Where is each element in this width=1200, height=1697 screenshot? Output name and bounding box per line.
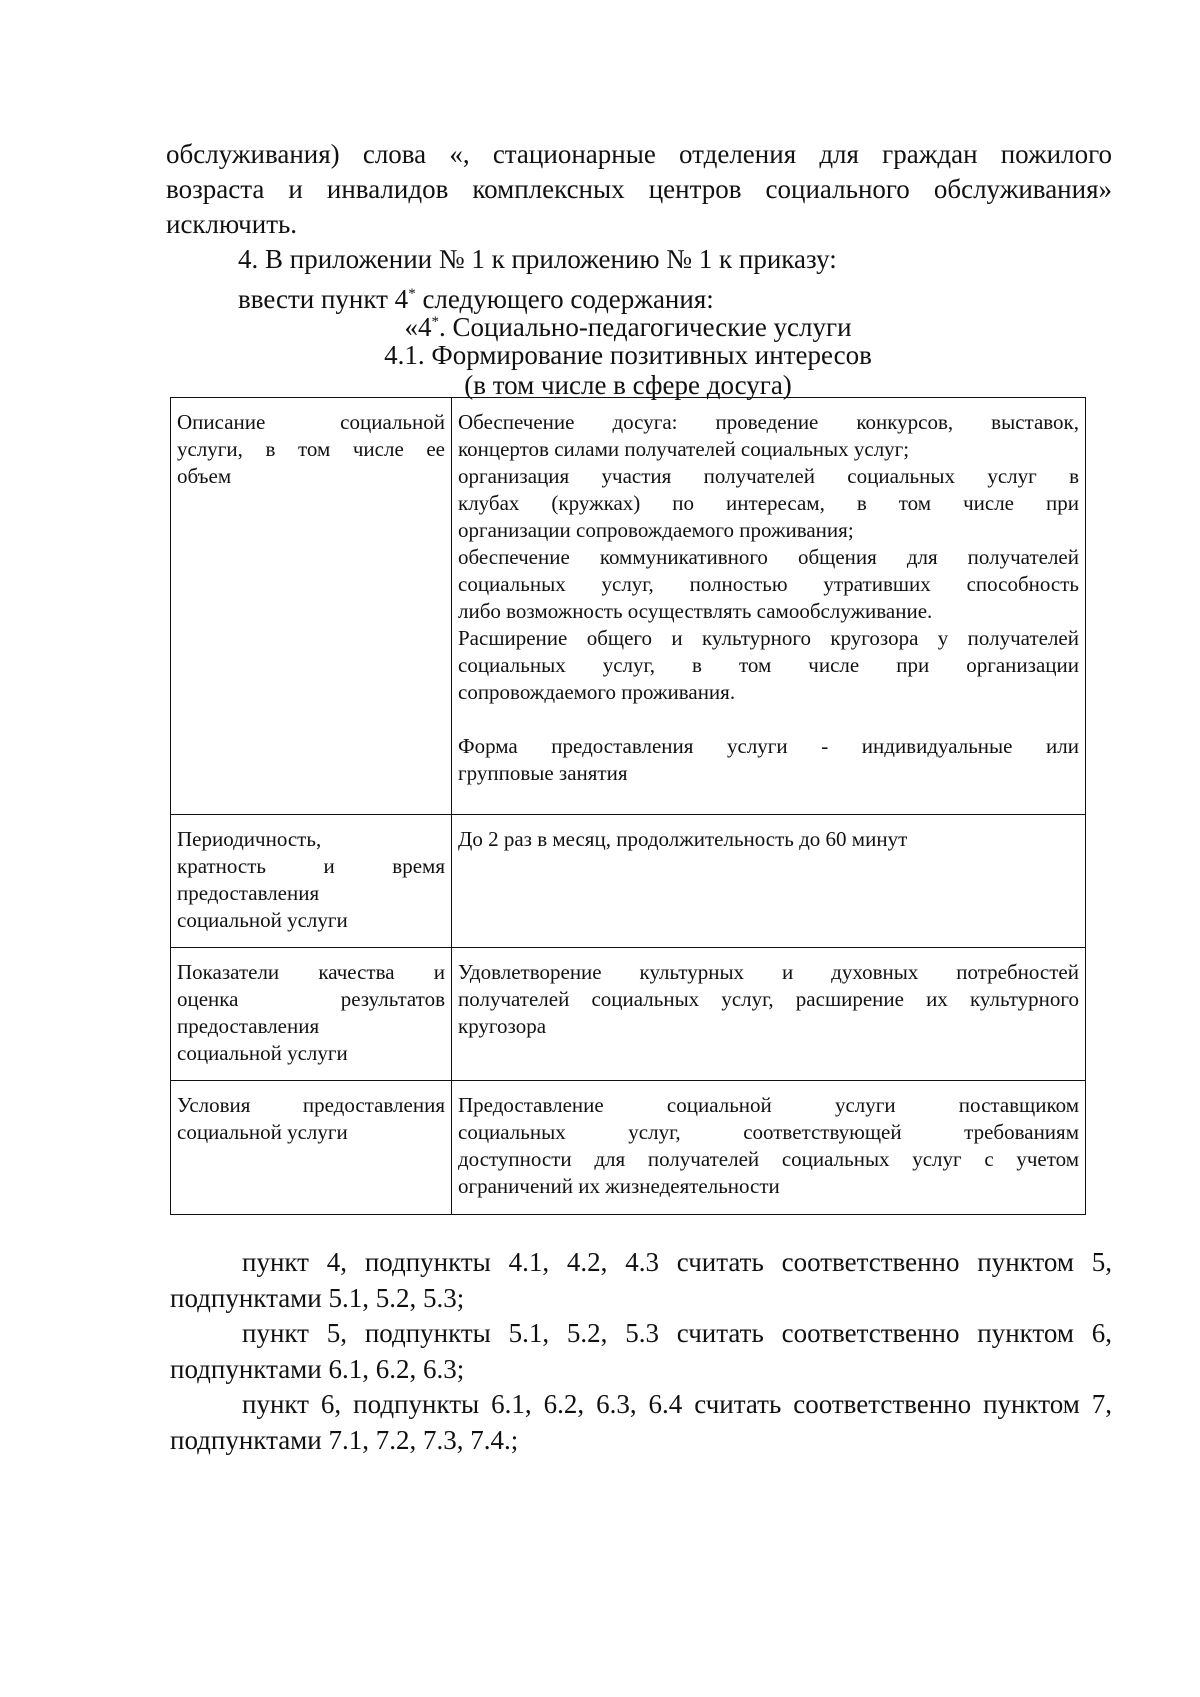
insert-text-post: следующего содержания:: [415, 284, 714, 314]
item-4-heading: 4. В приложении № 1 к приложению № 1 к приказу:: [238, 244, 837, 274]
renumber-paragraph-1-line-1: пункт 4, подпункты 4.1, 4.2, 4.3 считать соответственно пунктом 5,: [242, 1247, 1112, 1277]
intro-line-1: обслуживания) слова «, стационарные отделения для граждан пожилого: [166, 139, 1112, 169]
row-value-conditions: Предоставление социальной услуги поставщиком социальных услуг, соответствующей требованиям доступности для получателей социальных услуг с учетом ограничений их жизнедеятельности: [452, 1081, 1086, 1215]
insert-text-pre: ввести пункт 4: [238, 284, 409, 314]
table-row-description: [171, 398, 1086, 815]
row-label-description: Описание социальной услуги, в том числе ее объем: [171, 398, 452, 815]
subsection-subtitle: (в том числе в сфере досуга): [464, 370, 792, 400]
section-title-pre: «4: [404, 312, 432, 342]
section-title-asterisk: *: [431, 314, 439, 330]
insert-asterisk: *: [408, 286, 416, 302]
renumber-paragraph-3-line-1: пункт 6, подпункты 6.1, 6.2, 6.3, 6.4 считать соответственно пунктом 7,: [242, 1389, 1112, 1419]
row-value-quality: Удовлетворение культурных и духовных потребностей получателей социальных услуг, расширение их культурного кругозора: [452, 948, 1086, 1081]
row-label-conditions: Условия предоставления социальной услуги: [171, 1081, 452, 1215]
renumber-paragraph-2-line-1: пункт 5, подпункты 5.1, 5.2, 5.3 считать соответственно пунктом 6,: [242, 1318, 1112, 1348]
subsection-title: 4.1. Формирование позитивных интересов: [384, 340, 872, 370]
row-value-description: Обеспечение досуга: проведение конкурсов, выставок, концертов силами получателей социальных услуг; организация участия получателей социальных услуг в клубах (кружках) по интересам, в том числе при организации сопровождаемого проживания; обеспечение коммуникативного общения для получателей социальных услуг, полностью утративших способность либо возможность осуществлять самообслуживание. Расширение общего и культурного кругозора у получателей социальных услуг, в том числе при организации сопровождаемого проживания. Форма предоставления услуги - индивидуальные или групповые занятия: [452, 398, 1086, 815]
intro-line-3: исключить.: [166, 209, 298, 239]
row-label-quality: Показатели качества и оценка результатов предоставления социальной услуги: [171, 948, 452, 1081]
renumber-paragraph-2-line-2: подпунктами 6.1, 6.2, 6.3;: [170, 1354, 465, 1384]
intro-line-2: возраста и инвалидов комплексных центров социального обслуживания»: [166, 174, 1112, 204]
table-row-conditions: [171, 1081, 1086, 1215]
row-label-periodicity: Периодичность, кратность и время предоставления социальной услуги: [171, 815, 452, 948]
renumber-paragraph-1-line-2: подпунктами 5.1, 5.2, 5.3;: [170, 1283, 465, 1313]
renumber-paragraph-3-line-2: подпунктами 7.1, 7.2, 7.3, 7.4.;: [170, 1425, 519, 1455]
section-title-post: . Социально-педагогические услуги: [438, 312, 852, 342]
row-value-periodicity: До 2 раз в месяц, продолжительность до 60 минут: [452, 815, 1086, 948]
table-row-quality: [171, 948, 1086, 1081]
service-table: [170, 397, 1086, 1215]
table-row-periodicity: [171, 815, 1086, 948]
